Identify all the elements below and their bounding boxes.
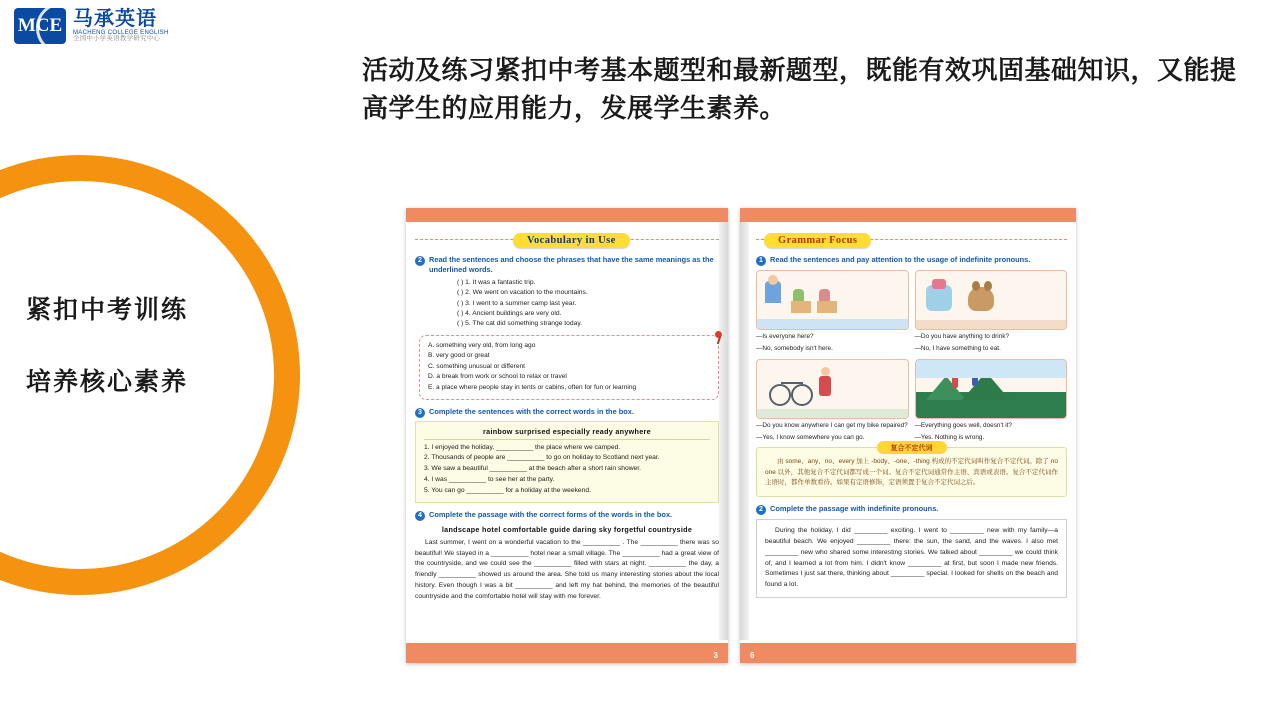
task-number-badge: 3 — [415, 408, 425, 418]
brand-text — [73, 9, 169, 43]
task-4-passage: Last summer, I went on a wonderful vacation to the __________ . The __________ there was so beautiful! We stayed in a __________ hotel near a small village. The __________ had a great view of the countryside, and we could see the __________ filled with stars at night. __________ the day, a friendly __________ showed us around the area. She told us many interesting stories about the local history. Even though I was a bit __________ and left my hat behind, the memories of the beautiful countryside and the comfortable hotel will stay with me forever. — [415, 538, 719, 601]
vocabulary-banner — [415, 231, 719, 249]
option-e: E. a place where people stay in tents or cabins, often for fun or learning — [428, 384, 637, 392]
classroom-scene-icon — [756, 270, 909, 330]
grammar-note-text: 由 some、any、no、every 加上 -body、-one、-thing 构成的不定代词叫作复合不定代词。除了 no one 以外，其他复合不定代词都写成一个词。复合不定代词通常作主语、宾语或表语。复合不定代词作主语时，都作单数看待。如果有定语修饰，定语须置于复合不定代词之后。 — [765, 458, 1058, 487]
grammar-example-2-line-1: —Do you have anything to drink? — [914, 333, 1009, 340]
pushpin-icon — [715, 331, 722, 338]
task-2-question-list — [417, 278, 719, 330]
grammar-example-3 — [756, 359, 909, 442]
list-item: 1. I enjoyed the holiday, __________ the place where we camped. — [424, 443, 621, 451]
option-a: A. something very old, from long ago — [428, 341, 536, 349]
page-bottom-bar — [406, 643, 728, 663]
grammar-task-1-instruction: Read the sentences and pay attention to the usage of indefinite pronouns. — [770, 255, 1031, 264]
grammar-example-4-line-1: —Everything goes well, doesn't it? — [914, 422, 1012, 430]
grammar-task-2-header — [756, 504, 1067, 515]
vocabulary-banner-label: Vocabulary in Use — [513, 233, 630, 248]
bicycle-scene-icon — [756, 359, 909, 419]
grammar-note-box — [756, 444, 1067, 497]
grammar-example-4 — [915, 359, 1068, 442]
task-2-options-box — [419, 335, 719, 400]
brand-subtitle: 全国中小学英语教学研究中心 — [73, 35, 161, 43]
grammar-example-3-line-2: —Yes, I know somewhere you can go. — [756, 433, 865, 441]
grammar-banner-label: Grammar Focus — [764, 233, 871, 248]
grammar-task-2-passage: During the holiday, I did _________ exciting. I went to _________ new with my family—a beautiful beach. We enjoyed _________ there: the sun, the sand, and the waves. I also met _________ new who shared some interesting stories. We talked about _________ we could think of, and I learned a lot from him. I didn't know _________ at first, but soon I made new friends. Sometimes I just sat there, thinking about _________ special. I looked for shells on the beach and found a lot. — [765, 526, 1058, 589]
logo-badge-text: MCE — [17, 15, 63, 36]
page-top-bar — [406, 208, 728, 222]
task-number-badge: 2 — [756, 505, 766, 515]
left-caption-line-2: 培养核心素养 — [26, 368, 189, 396]
grammar-example-4-line-2: —Yes. Nothing is wrong. — [914, 433, 985, 441]
textbook-spread — [406, 208, 1144, 663]
list-item: 4. I was __________ to see her at the party. — [424, 476, 555, 484]
slide-headline: 活动及练习紧扣中考基本题型和最新题型，既能有效巩固基础知识，又能提高学生的应用能力，发展学生素养。 — [362, 55, 1237, 123]
task-4-instruction: Complete the passage with the correct forms of the words in the box. — [429, 509, 673, 519]
grammar-banner — [756, 231, 1067, 249]
list-item: ( ) 4. Ancient buildings are very old. — [457, 310, 562, 318]
grammar-example-3-line-1: —Do you know anywhere I can get my bike repaired? — [756, 422, 908, 430]
list-item: 5. You can go __________ for a holiday at the weekend. — [424, 486, 591, 494]
textbook-page-left — [406, 208, 728, 663]
grammar-example-grid — [756, 270, 1067, 442]
list-item: ( ) 2. We went on vacation to the mountains. — [457, 289, 588, 297]
grammar-example-1-line-1: —Is everyone here? — [756, 333, 814, 340]
option-b: B. very good or great — [428, 352, 490, 360]
textbook-page-right — [740, 208, 1076, 663]
brand-logo — [14, 8, 169, 44]
task-number-badge: 2 — [415, 256, 425, 266]
drinks-scene-icon — [915, 270, 1068, 330]
grammar-example-1-line-2: —No, somebody isn't here. — [756, 344, 833, 352]
option-c: C. something unusual or different — [428, 362, 526, 370]
option-d: D. a break from work or school to relax or travel — [428, 373, 567, 381]
grammar-example-1 — [756, 270, 909, 353]
grammar-note-title: 复合不定代词 — [877, 441, 947, 454]
task-3-word-bank-box — [415, 421, 719, 503]
task-4-word-bank: landscape hotel comfortable guide daring sky forgetful countryside — [441, 524, 693, 534]
list-item: ( ) 1. It was a fantastic trip. — [457, 278, 536, 286]
page-spine-shadow — [740, 222, 749, 640]
task-3-instruction: Complete the sentences with the correct words in the box. — [429, 406, 634, 416]
list-item: ( ) 5. The cat did something strange today. — [457, 320, 583, 328]
list-item: ( ) 3. I went to a summer camp last year. — [457, 299, 577, 307]
list-item: 3. We saw a beautiful __________ at the beach after a short rain shower. — [424, 465, 641, 473]
grammar-task-2-passage-box — [756, 519, 1067, 598]
task-2-instruction: Read the sentences and choose the phrases that have the same meanings as the underlined words. — [429, 255, 714, 274]
page-bottom-bar — [740, 643, 1076, 663]
task-3-sentence-list — [424, 443, 710, 497]
page-left-content — [406, 222, 728, 640]
grammar-example-2-line-2: —No, I have something to eat. — [914, 344, 1001, 352]
grammar-task-2-instruction: Complete the passage with indefinite pronouns. — [770, 503, 939, 513]
page-right-content — [740, 222, 1076, 640]
word-bank-words: rainbow surprised especially ready anywhere — [424, 427, 710, 440]
task-3-header — [415, 407, 719, 418]
page-top-bar — [740, 208, 1076, 222]
grammar-task-1-header — [756, 255, 1067, 266]
brand-name-en: MACHENG COLLEGE ENGLISH — [73, 29, 169, 36]
logo-badge-icon — [14, 8, 66, 44]
left-caption-block — [26, 295, 266, 397]
list-item: 2. Thousands of people are __________ to go on holiday to Scotland next year. — [424, 454, 660, 462]
task-number-badge: 4 — [415, 511, 425, 521]
page-spine-shadow — [719, 222, 728, 640]
grammar-example-2 — [915, 270, 1068, 353]
task-number-badge: 1 — [756, 256, 766, 266]
left-caption-line-1: 紧扣中考训练 — [26, 296, 189, 324]
mountain-scene-icon — [915, 359, 1068, 419]
page-number-left: 3 — [713, 651, 718, 660]
task-4-header — [415, 510, 719, 521]
brand-name-cn: 马承英语 — [73, 7, 157, 30]
page-number-right: 6 — [750, 651, 755, 660]
task-2-header — [415, 255, 719, 275]
